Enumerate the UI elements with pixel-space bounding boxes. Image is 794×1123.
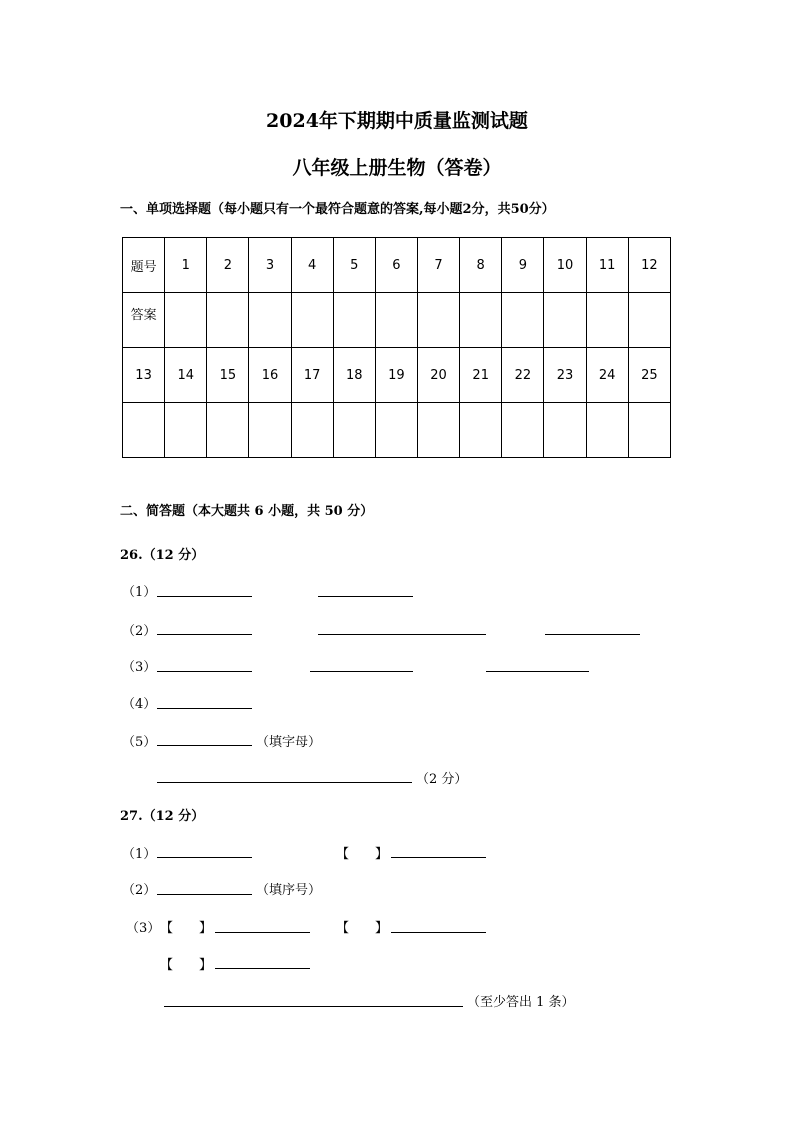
answer-cell[interactable]	[628, 293, 670, 348]
table-row-answers-2	[123, 403, 671, 458]
table-cell-number: 23	[544, 348, 586, 403]
answer-cell[interactable]	[460, 293, 502, 348]
q26-2-blank-c[interactable]	[545, 634, 640, 635]
q27-3-blank-a[interactable]	[215, 932, 310, 933]
q26-3-blank-c[interactable]	[486, 671, 589, 672]
answer-cell[interactable]	[586, 293, 628, 348]
exam-subtitle: 八年级上册生物（答卷）	[292, 157, 502, 179]
table-cell-number: 3	[249, 238, 291, 293]
answer-cell[interactable]	[628, 403, 670, 458]
q27-1-blank-a[interactable]	[157, 857, 252, 858]
table-label-answer: 答案	[123, 293, 165, 348]
answer-cell[interactable]	[417, 403, 459, 458]
q26-3-blank-b[interactable]	[310, 671, 413, 672]
table-cell-number: 13	[123, 348, 165, 403]
answer-cell[interactable]	[544, 293, 586, 348]
q27-2-note: （填序号）	[256, 883, 322, 898]
q26-5-note: （填字母）	[256, 735, 322, 750]
q27-3-blank-b[interactable]	[391, 932, 486, 933]
answer-cell[interactable]	[333, 293, 375, 348]
exam-title: 2024年下期期中质量监测试题	[266, 110, 528, 132]
q26-2-blank-a[interactable]	[157, 634, 252, 635]
question-26-label: 26.（12 分）	[120, 548, 205, 563]
table-row-answers-1	[123, 293, 671, 348]
table-cell-number: 16	[249, 348, 291, 403]
answer-cell[interactable]	[333, 403, 375, 458]
answer-cell[interactable]	[123, 403, 165, 458]
table-cell-number: 6	[375, 238, 417, 293]
q26-2-blank-b[interactable]	[318, 634, 486, 635]
answer-cell[interactable]	[249, 293, 291, 348]
answer-cell[interactable]	[375, 403, 417, 458]
q27-1-bracket[interactable]: 【 】	[336, 847, 389, 862]
q26-sub1-label: （1）	[122, 585, 157, 600]
q26-sub2-label: （2）	[122, 624, 157, 639]
table-cell-number: 9	[502, 238, 544, 293]
q27-2-blank[interactable]	[157, 894, 252, 895]
section2-heading: 二、简答题（本大题共 6 小题，共 50 分）	[120, 504, 374, 519]
answer-cell[interactable]	[502, 403, 544, 458]
table-cell-number: 11	[586, 238, 628, 293]
answer-cell[interactable]	[586, 403, 628, 458]
q27-3-bracket-b[interactable]: 【 】	[336, 921, 389, 936]
table-label-number: 题号	[123, 238, 165, 293]
table-row-numbers-2	[123, 348, 671, 403]
q27-3-blank-c[interactable]	[215, 968, 310, 969]
q27-1-blank-b[interactable]	[391, 857, 486, 858]
table-cell-number: 4	[291, 238, 333, 293]
q26-5-score-note: （2 分）	[416, 772, 468, 787]
table-cell-number: 10	[544, 238, 586, 293]
answer-cell[interactable]	[544, 403, 586, 458]
answer-cell[interactable]	[460, 403, 502, 458]
answer-cell[interactable]	[502, 293, 544, 348]
answer-cell[interactable]	[249, 403, 291, 458]
question-27-label: 27.（12 分）	[120, 809, 205, 824]
q26-sub3-label: （3）	[122, 660, 157, 675]
table-cell-number: 14	[165, 348, 207, 403]
q26-3-blank-a[interactable]	[157, 671, 252, 672]
table-cell-number: 21	[460, 348, 502, 403]
q26-1-blank-b[interactable]	[318, 596, 413, 597]
q27-3-bracket-c[interactable]: 【 】	[160, 958, 213, 973]
table-cell-number: 19	[375, 348, 417, 403]
answer-cell[interactable]	[417, 293, 459, 348]
table-cell-number: 24	[586, 348, 628, 403]
table-cell-number: 5	[333, 238, 375, 293]
answer-table	[122, 237, 671, 458]
answer-cell[interactable]	[207, 403, 249, 458]
table-cell-number: 25	[628, 348, 670, 403]
q26-5-long-blank[interactable]	[157, 782, 412, 783]
table-cell-number: 12	[628, 238, 670, 293]
table-row-numbers-1	[123, 238, 671, 293]
table-cell-number: 22	[502, 348, 544, 403]
table-cell-number: 2	[207, 238, 249, 293]
q26-1-blank-a[interactable]	[157, 596, 252, 597]
table-cell-number: 8	[460, 238, 502, 293]
table-cell-number: 1	[165, 238, 207, 293]
q26-4-blank[interactable]	[157, 708, 252, 709]
answer-cell[interactable]	[165, 293, 207, 348]
q27-sub1-label: （1）	[122, 847, 157, 862]
q27-3-note: （至少答出 1 条）	[467, 995, 575, 1010]
q26-sub4-label: （4）	[122, 697, 157, 712]
answer-cell[interactable]	[291, 293, 333, 348]
section1-heading: 一、单项选择题（每小题只有一个最符合题意的答案,每小题2分，共50分）	[120, 202, 555, 217]
answer-cell[interactable]	[375, 293, 417, 348]
table-cell-number: 20	[417, 348, 459, 403]
answer-cell[interactable]	[165, 403, 207, 458]
table-cell-number: 15	[207, 348, 249, 403]
q27-sub3-label: （3）	[126, 921, 161, 936]
table-cell-number: 7	[417, 238, 459, 293]
table-cell-number: 18	[333, 348, 375, 403]
q27-sub2-label: （2）	[122, 883, 157, 898]
table-cell-number: 17	[291, 348, 333, 403]
q27-3-bracket-a[interactable]: 【 】	[160, 921, 213, 936]
answer-cell[interactable]	[291, 403, 333, 458]
q26-5-blank[interactable]	[157, 745, 252, 746]
q26-sub5-label: （5）	[122, 735, 157, 750]
q27-3-long-blank[interactable]	[164, 1006, 463, 1007]
answer-cell[interactable]	[207, 293, 249, 348]
